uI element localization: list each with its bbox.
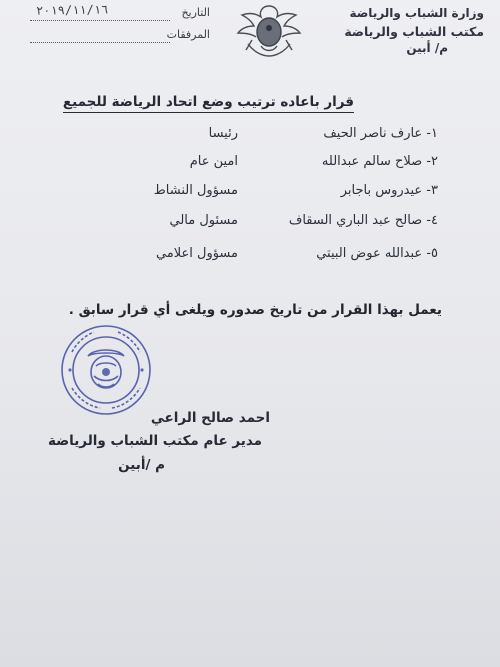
signatory-name: احمد صالح الراعي xyxy=(150,410,270,426)
member-name: ٢- صلاح سالم عبدالله xyxy=(321,154,438,169)
decision-title: قرار باعاده ترتيب وضع اتحاد الرياضة للجميع xyxy=(63,94,354,113)
office-line: مكتب الشباب والرياضة xyxy=(344,24,484,39)
member-role: مسؤول اعلامي xyxy=(155,246,238,261)
ministry-line: وزارة الشباب والرياضة xyxy=(349,6,484,20)
member-role: مسؤول النشاط xyxy=(153,183,238,198)
attachments-dotted-line xyxy=(30,42,170,43)
date-label: التاريخ xyxy=(181,6,210,19)
member-name: ٤- صالح عبد الباري السقاف xyxy=(288,213,438,228)
date-dotted-line xyxy=(30,20,170,21)
member-role: امين عام xyxy=(189,154,238,169)
signatory-position: مدير عام مكتب الشباب والرياضة xyxy=(47,433,262,449)
member-role: مسئول مالي xyxy=(169,213,238,228)
date-value: ٢٠١٩/١١/١٦ xyxy=(35,2,109,18)
governorate-line: م/ أبين xyxy=(406,41,448,55)
signatory-governorate: م /أبين xyxy=(118,457,165,473)
member-name: ٥- عبدالله عوض البيتي xyxy=(316,246,438,261)
official-round-stamp-icon xyxy=(58,322,154,418)
decree-text: يعمل بهذا القرار من تاريخ صدوره ويلغى أي قرار سابق . xyxy=(68,302,442,318)
member-name: ١- عارف ناصر الحيف xyxy=(323,126,438,141)
republic-eagle-emblem-icon xyxy=(232,0,306,60)
member-name: ٣- عيدروس باجابر xyxy=(340,183,438,198)
member-role: رئيسا xyxy=(208,126,238,141)
attachments-label: المرفقات xyxy=(166,28,210,41)
